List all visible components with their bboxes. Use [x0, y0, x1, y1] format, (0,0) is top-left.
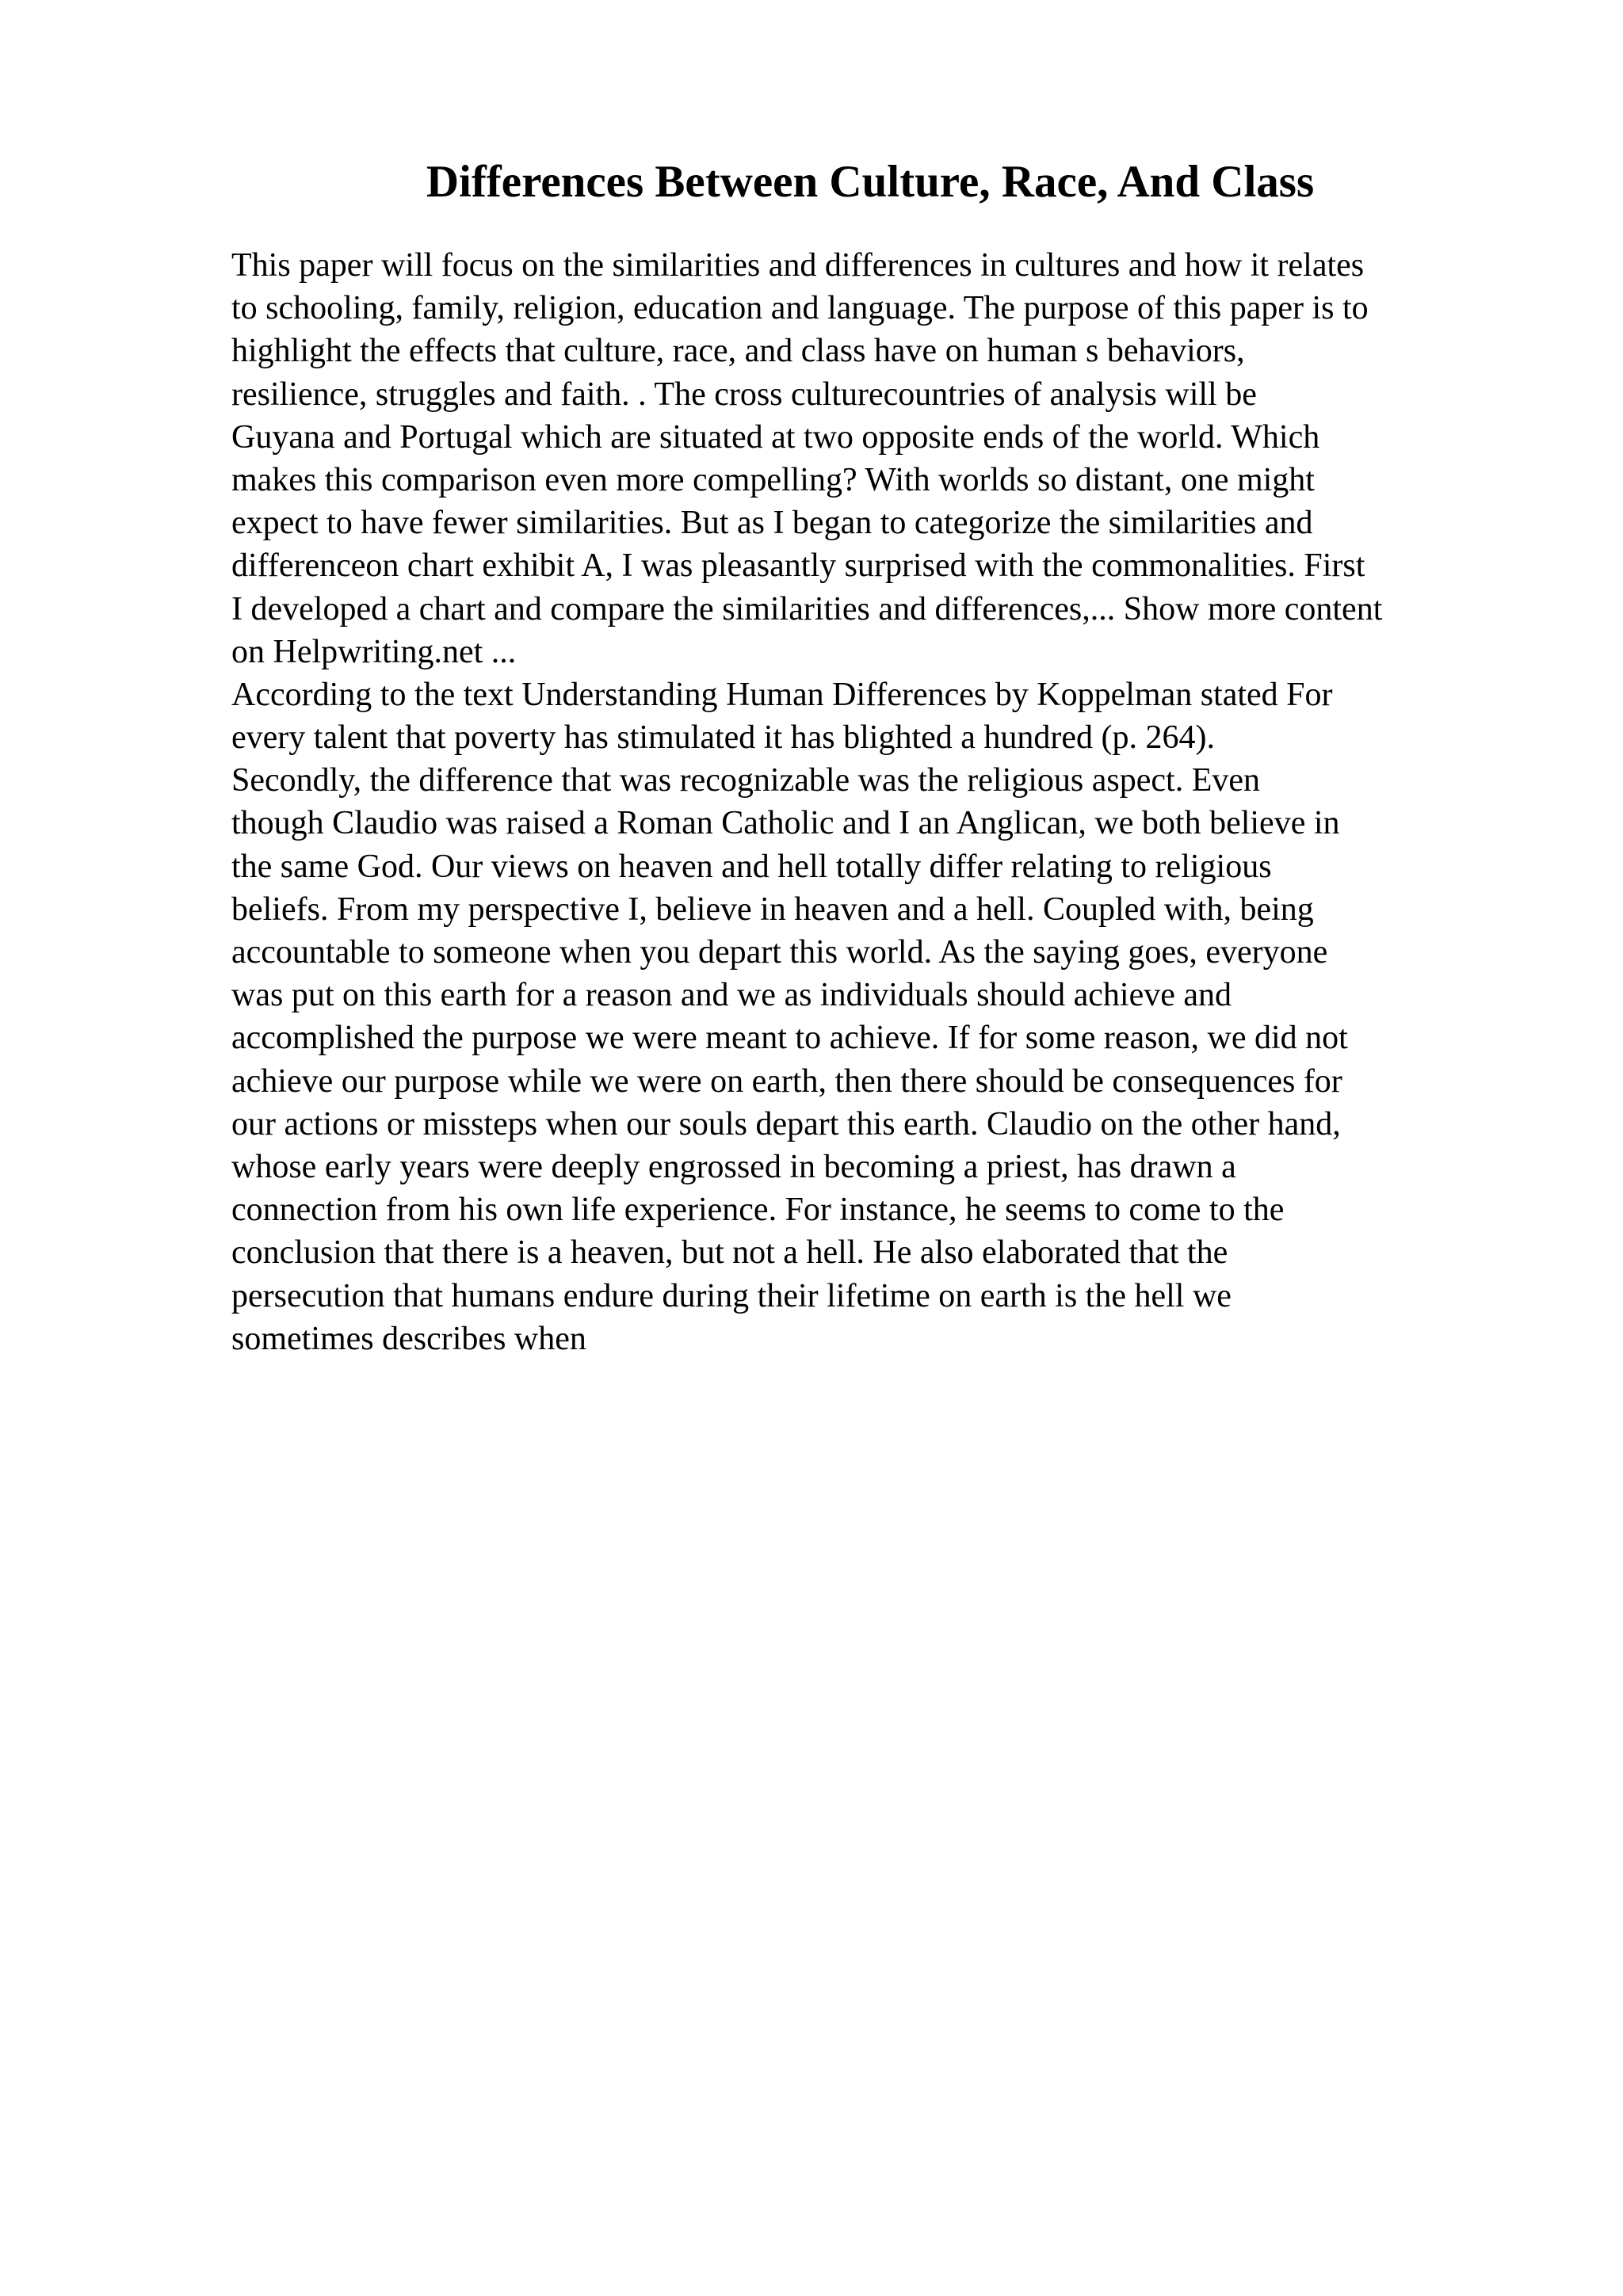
text-line: sometimes describes when — [231, 1320, 586, 1357]
text-line: resilience, struggles and faith. . The cross culturecountries of analysis will be — [231, 376, 1257, 413]
text-line: to schooling, family, religion, education and language. The purpose of this paper is to — [231, 290, 1369, 327]
text-line: highlight the effects that culture, race, and class have on human s behaviors, — [231, 333, 1245, 370]
text-line: beliefs. From my perspective I, believe in heaven and a hell. Coupled with, being — [231, 891, 1314, 928]
text-line: the same God. Our views on heaven and hell totally differ relating to religious — [231, 848, 1272, 885]
text-line: whose early years were deeply engrossed in becoming a priest, has drawn a — [231, 1148, 1236, 1185]
text-line: our actions or missteps when our souls depart this earth. Claudio on the other hand, — [231, 1105, 1341, 1142]
text-line: every talent that poverty has stimulated it has blighted a hundred (p. 264). — [231, 719, 1216, 757]
text-line: accountable to someone when you depart this world. As the saying goes, everyone — [231, 934, 1328, 971]
document-body — [231, 244, 1610, 1360]
text-line: accomplished the purpose we were meant to achieve. If for some reason, we did not — [231, 1020, 1348, 1057]
text-line: Guyana and Portugal which are situated at two opposite ends of the world. Which — [231, 418, 1320, 456]
text-line: This paper will focus on the similarities and differences in cultures and how it relates — [231, 247, 1365, 284]
document-title: Differences Between Culture, Race, And Class — [426, 157, 1315, 207]
text-line: Secondly, the difference that was recognizable was the religious aspect. Even — [231, 762, 1261, 799]
text-line: persecution that humans endure during their lifetime on earth is the hell we — [231, 1277, 1232, 1314]
text-line: makes this comparison even more compelling? With worlds so distant, one might — [231, 461, 1315, 498]
text-line: on Helpwriting.net ... — [231, 633, 517, 670]
text-line: connection from his own life experience. For instance, he seems to come to the — [231, 1192, 1285, 1229]
text-line: achieve our purpose while we were on earth, then there should be consequences for — [231, 1062, 1342, 1100]
text-line: According to the text Understanding Human Differences by Koppelman stated For — [231, 676, 1333, 713]
text-line: I developed a chart and compare the similarities and differences,... Show more content — [231, 590, 1383, 627]
text-line: was put on this earth for a reason and we as individuals should achieve and — [231, 977, 1232, 1014]
text-line: conclusion that there is a heaven, but not a hell. He also elaborated that the — [231, 1234, 1228, 1272]
text-line: though Claudio was raised a Roman Catholic and I an Anglican, we both believe in — [231, 805, 1340, 842]
text-line: expect to have fewer similarities. But as I began to categorize the similarities and — [231, 505, 1313, 542]
text-line: differenceon chart exhibit A, I was pleasantly surprised with the commonalities. First — [231, 547, 1365, 585]
